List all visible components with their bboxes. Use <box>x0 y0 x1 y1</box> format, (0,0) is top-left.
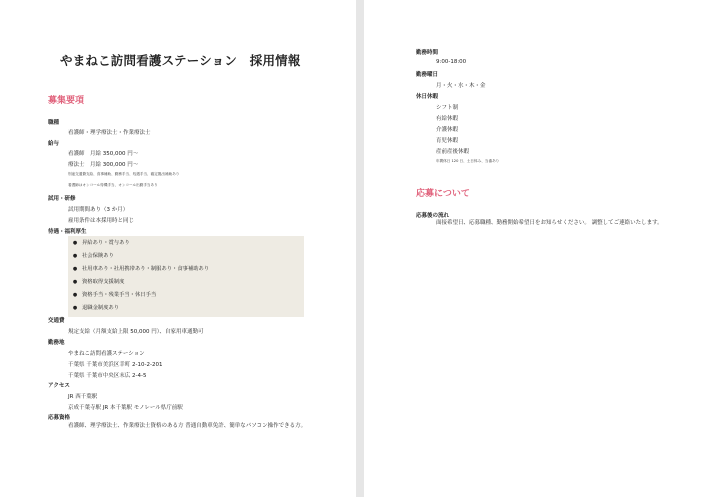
benefits-label: 待遇・福利厚生 <box>48 229 87 235</box>
salary-label: 給与 <box>48 141 60 147</box>
trial-label: 試用・研修 <box>48 196 76 202</box>
list-item: ● 資格手当・残業手当・休日手当 <box>68 290 156 298</box>
list-item: ● 資格取得支援制度 <box>68 277 124 285</box>
workdays-value: 月・火・水・木・金 <box>436 83 486 89</box>
qualification-label: 応募資格 <box>48 415 71 421</box>
holiday-item: 産前産後休暇 <box>436 149 470 155</box>
location-line: 千葉県 千葉市美浜区幸町 2-10-2-201 <box>68 362 163 368</box>
holiday-item: 有給休暇 <box>436 116 459 122</box>
bullet-icon: ● <box>72 266 78 272</box>
holidays-label: 休日休暇 <box>416 94 439 100</box>
commute-value: 規定支給（月額支給上限 50,000 円）、自家用車通勤可 <box>68 329 204 335</box>
location-line: やまねこ訪問看護ステーション <box>68 351 145 357</box>
access-label: アクセス <box>48 383 70 389</box>
apply-flow-label: 応募後の流れ <box>416 213 450 219</box>
bullet-icon: ● <box>72 279 78 285</box>
recruitment-heading: 募集要項 <box>48 96 85 106</box>
holidays-note: 年間休日 120 日、土日休み、当番あり <box>436 159 500 163</box>
list-item: ● 退職金制度あり <box>68 303 119 311</box>
hours-value: 9:00-18:00 <box>436 59 467 65</box>
access-line: JR 西千葉駅 <box>68 394 98 400</box>
holiday-item: シフト制 <box>436 105 459 111</box>
apply-flow-text: 面接希望日、応募職種、勤務開始希望日をお知らせください。 調整してご連絡いたします。 <box>436 220 663 226</box>
salary-line: 看護師 月給 350,000 円〜 <box>68 151 139 157</box>
bullet-icon: ● <box>72 253 78 259</box>
holiday-item: 育児休暇 <box>436 138 459 144</box>
document-page-2 <box>364 0 720 497</box>
workdays-label: 勤務曜日 <box>416 72 439 78</box>
list-item: ● 社用車あり・社用携帯あり・制服あり・食事補助あり <box>68 264 209 272</box>
bullet-icon: ● <box>72 292 78 298</box>
salary-note: 別途交通費支給、食事補助、勤務手当、処遇手当、確定拠出補助あり <box>68 172 180 176</box>
document-page-1 <box>0 0 356 497</box>
salary-note: 看護師はオンコール待機手当、オンコール出勤手当あり <box>68 183 158 187</box>
job-type-value: 看護師・理学療法士・作業療法士 <box>68 130 151 136</box>
document-title: やまねこ訪問看護ステーション 採用情報 <box>60 53 301 68</box>
apply-heading: 応募について <box>416 189 470 199</box>
access-line: 京成千葉寺駅 JR 本千葉駅 モノレール県庁前駅 <box>68 405 183 411</box>
list-item: ● 社会保険あり <box>68 251 114 259</box>
commute-label: 交通費 <box>48 318 65 324</box>
location-line: 千葉県 千葉市中央区末広 2-4-5 <box>68 373 147 379</box>
salary-line: 療法士 月給 300,000 円〜 <box>68 162 139 168</box>
bullet-icon: ● <box>72 240 78 246</box>
location-label: 勤務地 <box>48 340 65 346</box>
qualification-text: 看護師、理学療法士、作業療法士資格のある方 普通自動車免許、簡単なパソコン操作できる方。 <box>68 423 307 429</box>
benefits-box <box>68 236 304 317</box>
job-type-label: 職種 <box>48 120 60 126</box>
trial-line: 雇用条件は本採用時と同じ <box>68 218 135 224</box>
holiday-item: 介護休暇 <box>436 127 459 133</box>
trial-line: 試用期間あり（3 か月） <box>68 207 129 213</box>
bullet-icon: ● <box>72 305 78 311</box>
list-item: ● 昇給あり・賞与あり <box>68 238 130 246</box>
hours-label: 勤務時間 <box>416 50 439 56</box>
